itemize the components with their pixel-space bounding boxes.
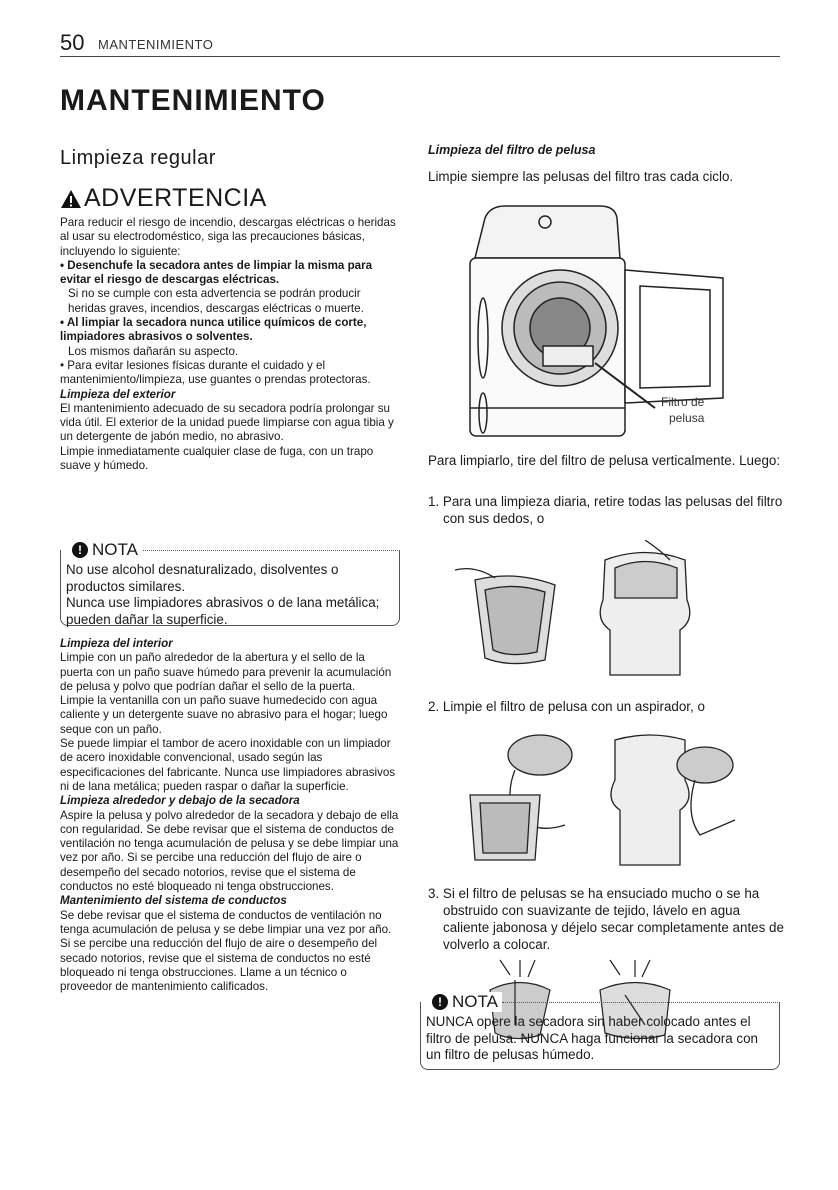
filter-paragraph-2: Para limpiarlo, tire del filtro de pelusa verticalmente. Luego: xyxy=(428,453,781,468)
warning-bullet-2-text: Los mismos dañarán su aspecto. xyxy=(68,344,239,358)
note-line-2: Nunca use limpiadores abrasivos o de lana metálica; pueden dañar la superficie. xyxy=(66,595,380,627)
filter-step-3 xyxy=(428,885,788,953)
note-text xyxy=(66,562,394,628)
exterior-heading: Limpieza del exterior xyxy=(60,387,176,401)
interior-paragraph-3: Se puede limpiar el tambor de acero inoxidable con un limpiador de acero inoxidable convencional, usado según las especificaciones del fabricante. Nunca use limpiadores abrasivos ni de lana metálica; pueden raspar o dañar la superficie. xyxy=(60,737,396,793)
interior-heading: Limpieza del interior xyxy=(60,637,173,650)
exterior-paragraph-1: El mantenimiento adecuado de su secadora podría prolongar su vida útil. El exterior de la unidad puede limpiarse con agua tibia y un detergente de jabón medio, no abrasivo. xyxy=(60,401,394,444)
filter-step-3-text: 3. Si el filtro de pelusas se ha ensuciado mucho o se ha obstruido con suavizante de tejido, lávelo en agua caliente jabonosa y déjelo secar completamente antes de volverlo a colocar. xyxy=(428,886,784,952)
header-rule xyxy=(60,56,780,57)
note-label xyxy=(68,540,142,560)
filter-step-1 xyxy=(428,493,788,527)
note-exclamation-icon: ! xyxy=(72,542,88,558)
note-box-2 xyxy=(420,992,780,1070)
filter-callout-line-1: Filtro de xyxy=(661,395,705,409)
filter-step-2-text: 2. Limpie el filtro de pelusa con un aspirador, o xyxy=(428,699,705,714)
filter-heading: Limpieza del filtro de pelusa xyxy=(428,143,596,157)
note-box-1 xyxy=(60,540,400,626)
warning-bullet-3: • Para evitar lesiones físicas durante el cuidado y el mantenimiento/limpieza, use guantes o prendas protectoras. xyxy=(60,358,371,387)
warning-bullet-1-text: Si no se cumple con esta advertencia se podrán producir heridas graves, incendios, descargas eléctricas o muerte. xyxy=(68,287,364,315)
filter-paragraph-1: Limpie siempre las pelusas del filtro tras cada ciclo. xyxy=(428,169,734,184)
warning-bullet-1: • Desenchufe la secadora antes de limpiar la misma para evitar el riesgo de descargas eléctricas. xyxy=(60,258,373,287)
note-rule xyxy=(502,1002,780,1003)
warning-heading xyxy=(60,184,267,213)
warning-bullet-2: • Al limpiar la secadora nunca utilice químicos de corte, limpiadores abrasivos o solventes. xyxy=(60,316,367,344)
around-paragraph: Aspire la pelusa y polvo alrededor de la secadora y debajo de ella con regularidad. Se debe revisar que el sistema de conductos de ventilación no tenga acumulación de pelusa y se debe limpiar una vez por año. Si se percibe una reducción del flujo de aire o desempeño del secado notorios, revise que el sistema de conductos no esté bloqueado ni tenga obstrucciones. xyxy=(60,808,399,894)
dryer-illustration xyxy=(455,198,755,443)
section-subtitle: Limpieza regular xyxy=(60,147,216,169)
left-column-lower xyxy=(60,637,400,994)
running-section-title: MANTENIMIENTO xyxy=(98,37,214,52)
ducts-heading: Mantenimiento del sistema de conductos xyxy=(60,894,287,908)
page-number: 50 xyxy=(60,30,85,55)
interior-paragraph-2: Limpie la ventanilla con un paño suave humedecido con agua caliente y un detergente suave no abrasivo para el hogar; luego seque con un paño. xyxy=(60,694,388,736)
note-label-text: NOTA xyxy=(452,992,498,1011)
warning-triangle-icon xyxy=(60,189,82,209)
filter-finger-clean-illustration xyxy=(455,540,755,680)
page-title: MANTENIMIENTO xyxy=(60,84,326,117)
note-exclamation-icon: ! xyxy=(432,994,448,1010)
note-label xyxy=(428,992,502,1012)
note-text: NUNCA opere la secadora sin haber colocado antes el filtro de pelusa. NUNCA haga funcionar la secadora con un filtro de pelusas húmedo. xyxy=(426,1014,758,1062)
ducts-paragraph: Se debe revisar que el sistema de conductos de ventilación no tenga acumulación de pelusa y se debe limpiar una vez por año. Si se percibe una reducción del flujo de aire o desempeño del secado notorios, revise que el sistema de conductos no esté bloqueado ni tenga obstrucciones. Llame a un técnico o proveedor de mantenimiento calificados. xyxy=(60,908,392,994)
note-label-text: NOTA xyxy=(92,540,138,559)
filter-step-1-text: 1. Para una limpieza diaria, retire todas las pelusas del filtro con sus dedos, o xyxy=(428,494,783,526)
warning-heading-text: ADVERTENCIA xyxy=(84,184,267,212)
filter-callout-line-2: pelusa xyxy=(669,411,705,425)
interior-paragraph-1: Limpie con un paño alrededor de la abertura y el sello de la puerta con un paño suave húmedo para prevenir la acumulación de pelusa y polvo que podrían dañar el sello de la puerta. xyxy=(60,651,392,693)
filter-vacuum-illustration xyxy=(455,725,755,875)
around-heading: Limpieza alrededor y debajo de la secadora xyxy=(60,794,300,808)
note-line-1: No use alcohol desnaturalizado, disolventes o productos similares. xyxy=(66,562,339,594)
warning-intro: Para reducir el riesgo de incendio, descargas eléctricas o heridas al usar su electrodoméstico, siga las precauciones básicas, incluyendo lo siguiente: xyxy=(60,216,396,258)
left-column xyxy=(60,216,400,473)
exterior-paragraph-2: Limpie inmediatamente cualquier clase de fuga, con un trapo suave y húmedo. xyxy=(60,444,374,473)
filter-step-2 xyxy=(428,698,788,715)
note-rule xyxy=(140,550,400,551)
